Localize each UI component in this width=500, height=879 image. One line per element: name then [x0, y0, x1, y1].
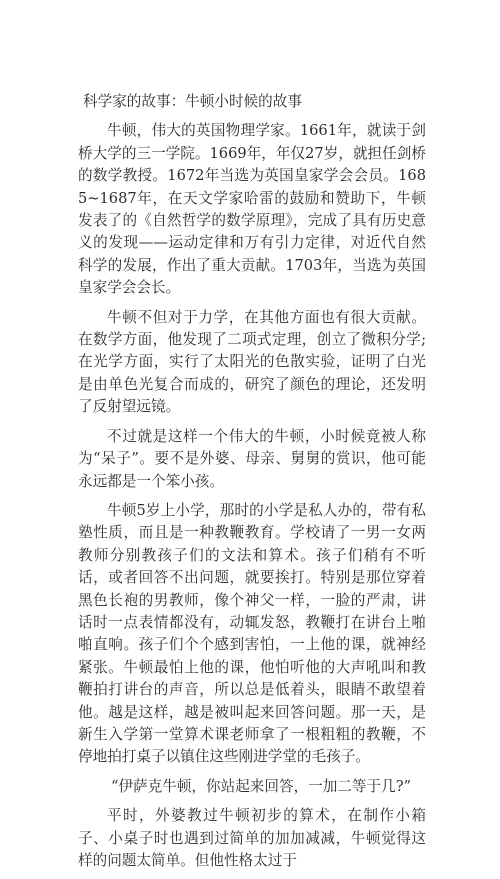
document-title: 科学家的故事：牛顿小时候的故事 — [83, 93, 302, 110]
teacher-quote: “伊萨克牛顿，你站起来回答，一加二等于几?” — [111, 777, 412, 795]
paragraph-arithmetic: 平时，外婆教过牛顿初步的算术，在制作小箱子、小桌子时也遇到过简单的加加减减，牛顿觉得这样的问题太简单。但他性格太过于 — [78, 807, 426, 869]
document-body — [78, 91, 426, 879]
paragraph-newton-bio: 牛顿，伟大的英国物理学家。1661年，就读于剑桥大学的三一学院。1669年，年仅27岁，就担任剑桥的数学教授。1672年当选为英国皇家学会会员。1685~1687年，在天文学家哈雷的鼓励和赞助下，牛顿发表了的《自然哲学的数学原理》，完成了具有历史意义的发现——运动定律和万有引力定律，对近代自然科学的发展，作出了重大贡献。1703年，当选为英国皇家学会会长。 — [78, 122, 426, 297]
paragraph-school: 牛顿5岁上小学，那时的小学是私人办的，带有私塾性质，而且是一种教鞭教育。学校请了一男一女两教师分别教孩子们的文法和算术。孩子们稍有不听话，或者回答不出问题，就要挨打。特别是那位穿着黑色长袍的男教师，像个神父一样，一脸的严肃，讲话时一点表情都没有，动辄发怒，教鞭打在讲台上啪啪直响。孩子们个个感到害怕，一上他的课，就神经紧张。牛顿最怕上他的课，他怕听他的大声吼叫和教鞭拍打讲台的声音，所以总是低着头，眼睛不敢望着他。越是这样，越是被叫起来回答问题。那一天，是新生入学第一堂算术课老师拿了一根粗粗的教鞭，不停地拍打桌子以镇住这些刚进学堂的毛孩子。 — [78, 501, 426, 766]
paragraph-nickname: 不过就是这样一个伟大的牛顿，小时候竟被人称为“呆子”。要不是外婆、母亲、舅舅的赏识，他可能永远都是一个笨小孩。 — [78, 427, 426, 490]
paragraph-contributions: 牛顿不但对于力学，在其他方面也有很大贡献。在数学方面，他发现了二项式定理，创立了微积分学;在光学方面，实行了太阳光的色散实验，证明了白光是由单色光复合而成的，研究了颜色的理论，还发明了反射望远镜。 — [78, 308, 426, 416]
